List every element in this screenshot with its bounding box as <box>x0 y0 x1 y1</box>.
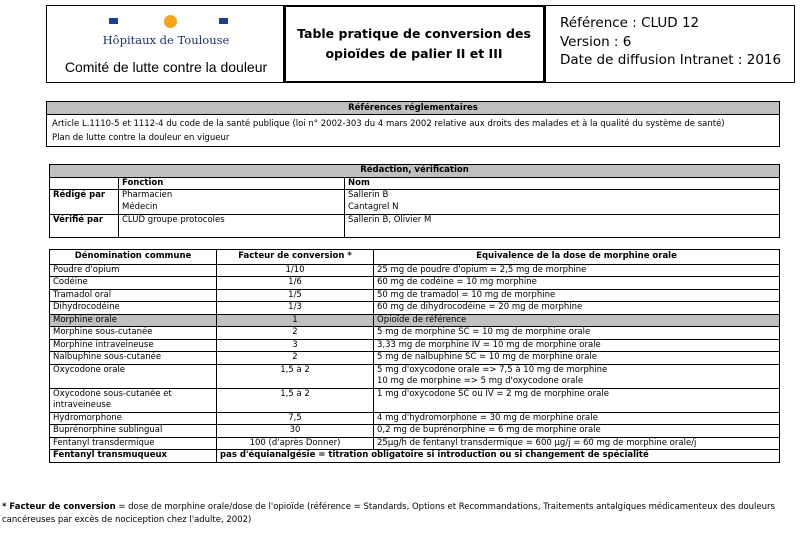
table-row <box>50 388 780 412</box>
row-name <box>50 388 217 412</box>
committee-name: Comité de lutte contre la douleur <box>64 59 268 75</box>
footnote-text: = dose de morphine orale/dose de l'opioïde (référence = Standards, Options et Recommandations, Traitements antalgiques médicamenteux des douleurs <box>115 502 775 512</box>
row-name <box>50 327 217 340</box>
row-factor <box>217 264 374 277</box>
row-name <box>50 425 217 438</box>
table-row <box>50 425 780 438</box>
row-factor <box>217 352 374 365</box>
row-equivalence <box>374 437 780 450</box>
conversion-factor: 2 <box>292 352 298 362</box>
fonction-value: Pharmacien <box>122 190 173 200</box>
references-box <box>46 101 780 147</box>
table-row <box>50 264 780 277</box>
row-name: Fentanyl transmuqueux <box>50 450 217 463</box>
equivalence: 0,2 mg de buprénorphine = 6 mg de morphine orale <box>377 425 601 435</box>
footnote <box>2 501 792 526</box>
row-name <box>50 264 217 277</box>
row-name <box>50 364 217 388</box>
row-equivalence <box>374 339 780 352</box>
row-equivalence <box>374 289 780 302</box>
verifie-nom: Sallerin B, Olivier M <box>345 215 780 238</box>
table-row <box>50 277 780 290</box>
drug-name: Morphine sous-cutanée <box>53 327 153 337</box>
row-name <box>50 277 217 290</box>
verifie-fonction: CLUD groupe protocoles <box>119 215 345 238</box>
row-equivalence <box>374 352 780 365</box>
row-equivalence <box>374 264 780 277</box>
header-facteur: Facteur de conversion * <box>217 250 374 265</box>
hospital-logo-block <box>46 5 286 83</box>
equivalence: 4 mg d'hydromorphone = 30 mg de morphine orale <box>377 412 598 423</box>
drug-name: Fentanyl transdermique <box>53 437 155 448</box>
conversion-factor: 100 (d'après Donner) <box>249 437 341 448</box>
version: Version : 6 <box>560 33 632 50</box>
column-nom: Nom <box>345 177 780 190</box>
row-name <box>50 437 217 450</box>
logo-mark <box>109 15 229 29</box>
references-heading: Références réglementaires <box>47 102 779 115</box>
row-equivalence <box>374 388 780 412</box>
conversion-factor: 1,5 à 2 <box>280 388 310 399</box>
row-name <box>50 339 217 352</box>
equivalence: 50 mg de tramadol = 10 mg de morphine <box>377 289 556 300</box>
row-factor <box>217 314 374 327</box>
diffusion-date: Date de diffusion Intranet : 2016 <box>560 52 782 68</box>
redige-fonction <box>119 190 345 215</box>
drug-name: Poudre d'opium <box>53 264 120 275</box>
document-reference-block <box>545 5 795 83</box>
drug-name: Codéine <box>53 277 88 287</box>
table-row <box>50 289 780 302</box>
row-factor <box>217 364 374 388</box>
verifie-label: Vérifié par <box>50 215 119 238</box>
conversion-table <box>49 249 780 463</box>
row-factor <box>217 412 374 425</box>
column-fonction: Fonction <box>119 177 345 190</box>
equivalence: Opioïde de référence <box>377 314 467 325</box>
drug-name: Morphine orale <box>53 314 117 325</box>
row-name <box>50 412 217 425</box>
row-equivalence <box>374 364 780 388</box>
equivalence: 10 mg de morphine => 5 mg d'oxycodone orale <box>377 376 584 386</box>
equivalence: 25 mg de poudre d'opium = 2,5 mg de morphine <box>377 264 587 275</box>
drug-name: Dihydrocodéine <box>53 302 120 312</box>
drug-name: intraveineuse <box>53 400 112 410</box>
conversion-factor: 1,5 à 2 <box>280 364 310 375</box>
table-row <box>50 302 780 315</box>
equivalence: 1 mg d'oxycodone SC ou IV = 2 mg de morphine orale <box>377 388 609 399</box>
row-factor <box>217 388 374 412</box>
table-row <box>50 327 780 340</box>
row-equivalence <box>374 314 780 327</box>
equivalence: 60 mg de codéine = 10 mg morphine <box>377 277 537 287</box>
reference-line: Article L.1110-5 et 1112-4 du code de la santé publique (loi n° 2002-303 du 4 mars 2002 relative aux droits des malades et à la qualité du système de santé) <box>52 119 725 129</box>
redaction-table <box>49 164 780 238</box>
conversion-factor: 1/5 <box>288 289 302 300</box>
header-equivalence: Equivalence de la dose de morphine orale <box>374 250 780 265</box>
row-equivalence <box>374 302 780 315</box>
equivalence: 25µg/h de fentanyl transdermique = 600 µg/j = 60 mg de morphine orale/j <box>377 437 697 448</box>
table-row <box>50 364 780 388</box>
redaction-heading: Rédaction, vérification <box>50 165 780 178</box>
redige-label: Rédigé par <box>50 190 119 215</box>
nom-value: Sallerin B <box>348 190 389 200</box>
row-equivalence <box>374 412 780 425</box>
drug-name: Nalbuphine sous-cutanée <box>53 352 162 362</box>
conversion-factor: 1/6 <box>288 277 302 287</box>
row-name <box>50 352 217 365</box>
table-row <box>50 412 780 425</box>
row-name <box>50 289 217 302</box>
drug-name: Buprénorphine sublingual <box>53 425 163 435</box>
drug-name: Tramadol oral <box>53 289 112 300</box>
conversion-factor: 1 <box>292 314 298 325</box>
header-denomination: Dénomination commune <box>50 250 217 265</box>
conversion-factor: 3 <box>292 339 298 350</box>
row-equivalence <box>374 425 780 438</box>
table-row <box>50 352 780 365</box>
conversion-factor: 30 <box>289 425 301 435</box>
row-name <box>50 302 217 315</box>
row-factor <box>217 277 374 290</box>
row-factor <box>217 425 374 438</box>
conversion-factor: 7,5 <box>288 412 302 423</box>
table-row <box>50 314 780 327</box>
conversion-factor: 2 <box>292 327 298 337</box>
row-factor <box>217 302 374 315</box>
drug-name: Oxycodone sous-cutanée et <box>53 388 172 399</box>
row-factor <box>217 327 374 340</box>
conversion-factor: 1/3 <box>288 302 302 312</box>
fonction-value: Médecin <box>122 201 158 212</box>
row-factor <box>217 437 374 450</box>
document-title <box>283 5 545 83</box>
drug-name: Hydromorphone <box>53 412 122 423</box>
row-name <box>50 314 217 327</box>
row-note: pas d'équianalgésie = titration obligatoire si introduction ou si changement de spécialité <box>217 450 780 463</box>
row-equivalence <box>374 277 780 290</box>
row-equivalence <box>374 327 780 340</box>
footnote-label: * Facteur de conversion <box>2 502 116 512</box>
reference-code: Référence : CLUD 12 <box>560 15 700 31</box>
drug-name: Morphine intraveineuse <box>53 339 154 350</box>
title-line-1: Table pratique de conversion des <box>297 26 531 41</box>
equivalence: 5 mg d'oxycodone orale => 7,5 à 10 mg de morphine <box>377 364 608 375</box>
reference-line: Plan de lutte contre la douleur en vigueur <box>52 133 230 143</box>
equivalence: 3,33 mg de morphine IV = 10 mg de morphine orale <box>377 339 601 350</box>
conversion-factor: 1/10 <box>285 264 305 275</box>
hospital-name: Hôpitaux de Toulouse <box>102 33 230 47</box>
table-row <box>50 339 780 352</box>
footnote-line-2: cancéreuses par excès de nociception chez l'adulte, 2002) <box>2 514 252 525</box>
equivalence: 60 mg de dihydrocodéine = 20 mg de morphine <box>377 302 583 312</box>
row-factor <box>217 289 374 302</box>
table-row <box>50 437 780 450</box>
title-line-2: opioïdes de palier II et III <box>325 46 503 61</box>
redige-nom <box>345 190 780 215</box>
equivalence: 5 mg de nalbuphine SC = 10 mg de morphine orale <box>377 352 598 362</box>
nom-value: Cantagrel N <box>348 201 399 212</box>
drug-name: Oxycodone orale <box>53 364 126 375</box>
equivalence: 5 mg de morphine SC = 10 mg de morphine orale <box>377 327 591 337</box>
row-factor <box>217 339 374 352</box>
